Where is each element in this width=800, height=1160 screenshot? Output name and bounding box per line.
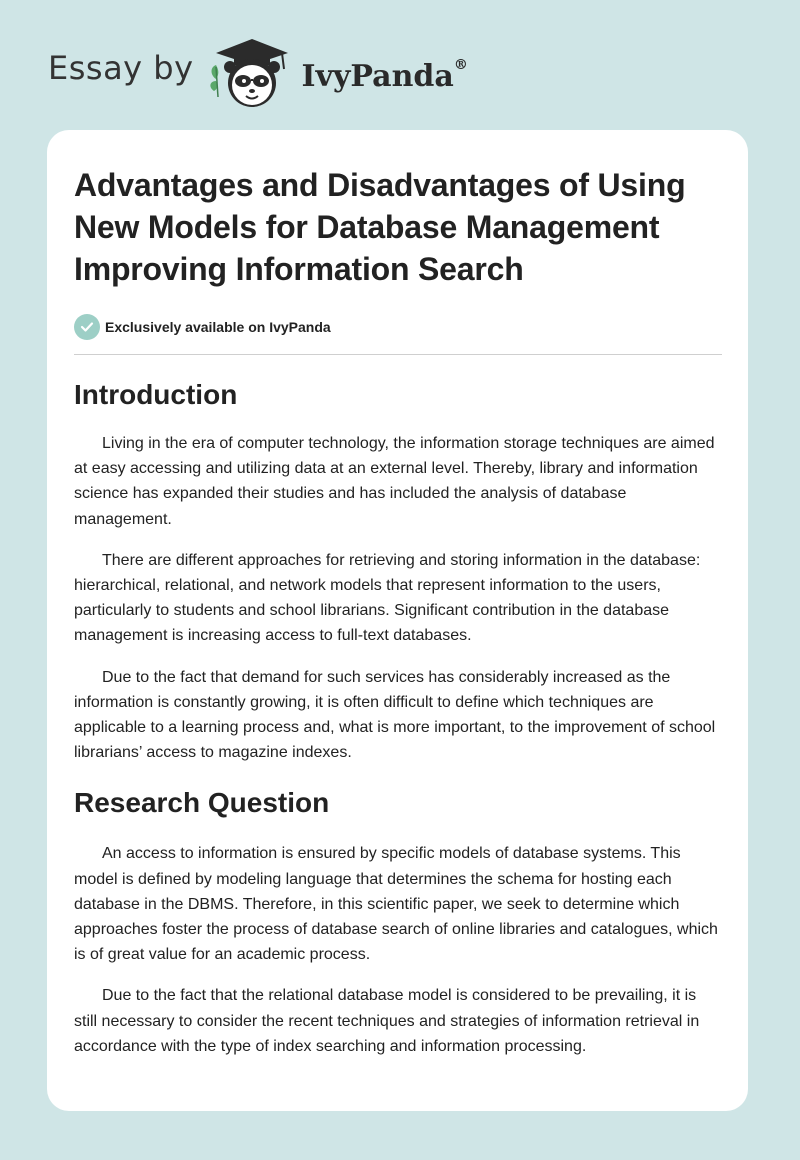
page-title: Advantages and Disadvantages of Using New Models for Database Management Improving Information Search: [74, 167, 686, 287]
paragraph: Living in the era of computer technology, the information storage techniques are aimed at easy accessing and utilizing data at an external level. Thereby, library and information science has expanded their studies and has included the analysis of database management.: [74, 435, 715, 528]
exclusive-badge: [74, 314, 722, 340]
paragraph: Due to the fact that the relational database model is considered to be prevailing, it is still necessary to consider the recent techniques and strategies of information retrieval in accordance with the type of index searching and information processing.: [74, 987, 700, 1055]
paragraph: An access to information is ensured by specific models of database systems. This model is defined by modeling language that determines the schema for hosting each database in the DBMS. Therefore, in this scientific paper, we seek to determine which approaches foster the process of database search of online libraries and catalogues, which is of great value for an academic process.: [74, 845, 718, 964]
paragraph: Due to the fact that demand for such services has considerably increased as the information is constantly growing, it is often difficult to define which techniques are applicable to a learning process and, what is more important, to the improvement of school librarians’ access to magazine indexes.: [74, 668, 716, 762]
divider: [74, 354, 722, 355]
section-heading: Research Question: [74, 787, 330, 819]
essay-by-label: Essay by: [48, 49, 194, 87]
check-circle-icon: [74, 314, 100, 340]
exclusive-label: Exclusively available on IvyPanda: [105, 319, 331, 335]
section-research-question: [74, 787, 722, 1059]
ivypanda-logo[interactable]: [206, 35, 468, 113]
section-introduction: [74, 379, 722, 765]
essay-card: [47, 130, 748, 1111]
site-header: [48, 34, 468, 114]
panda-mascot-icon: [206, 35, 296, 113]
paragraph: There are different approaches for retrieving and storing information in the database: hierarchical, relational, and network models that represent information to the users, particularly to students and school librarians. Significant contribution in the database management is increasing access to full-text databases.: [74, 551, 701, 645]
brand-name: IvyPanda®: [301, 56, 468, 94]
section-heading: Introduction: [74, 379, 238, 410]
